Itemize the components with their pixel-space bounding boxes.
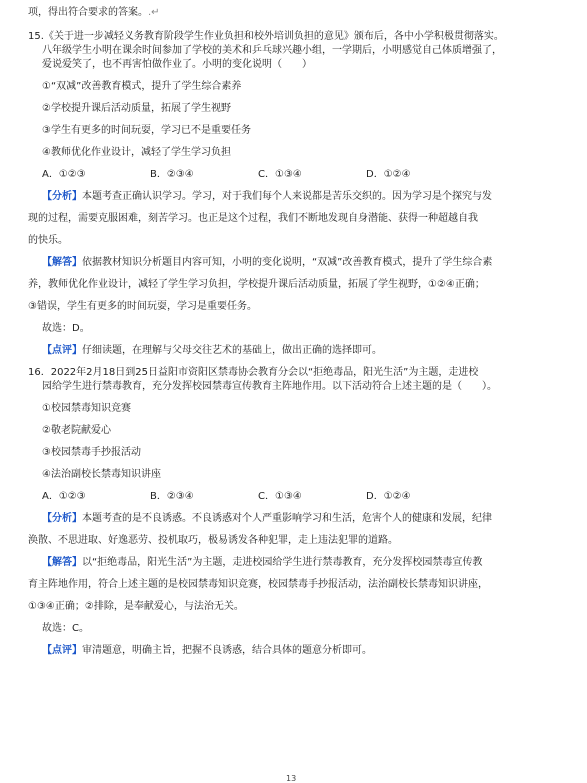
- q15-answer-line-3: ③错误，学生有更多的时间玩耍，学习是重要任务。: [28, 301, 257, 312]
- q15-stem-line-1: 15.《关于进一步减轻义务教育阶段学生作业负担和校外培训负担的意见》颁布后，各中小学积极贯彻落实。: [28, 31, 504, 42]
- q15-stem-line-2: 八年级学生小明在课余时间参加了学校的美术和乒乓球兴趣小组，一学期后，小明感觉自己体质增强了，: [42, 45, 502, 56]
- q15-answer-line-2: 养，教师优化作业设计，减轻了学生学习负担，学校提升课后活动质量，拓展了学生视野，①②④正确；: [28, 279, 485, 290]
- q16-item-4: ④法治副校长禁毒知识讲座: [42, 469, 161, 480]
- q16-answer-tag: 【解答】: [42, 557, 82, 568]
- page-number: 13: [286, 774, 297, 783]
- q15-analysis-line-1: 【分析】本题考查正确认识学习。学习，对于我们每个人来说都是苦乐交织的。因为学习是个探究与发: [42, 191, 492, 202]
- question-15: [28, 30, 559, 358]
- q16-comment-tag: 【点评】: [42, 645, 82, 656]
- q16-option-c: C．①③④: [258, 491, 302, 502]
- q15-analysis-line-3: 的快乐。: [28, 235, 68, 246]
- q16-analysis-line-1: 【分析】本题考查的是不良诱惑。不良诱惑对个人严重影响学习和生活，危害个人的健康和发展，纪律: [42, 513, 492, 524]
- q16-option-d: D．①②④: [366, 491, 411, 502]
- q15-option-d: D．①②④: [366, 169, 411, 180]
- q15-analysis-tag: 【分析】: [42, 191, 82, 202]
- q16-analysis-tag: 【分析】: [42, 513, 82, 524]
- q16-item-1: ①校园禁毒知识竞赛: [42, 403, 131, 414]
- q16-item-2: ②敬老院献爱心: [42, 425, 111, 436]
- q15-option-a: A．①②③: [42, 169, 86, 180]
- q16-choice: 故选：C。: [42, 623, 89, 634]
- q15-item-3: ③学生有更多的时间玩耍，学习已不是重要任务: [42, 125, 251, 136]
- q15-comment: 【点评】仔细读题，在理解与父母交往艺术的基础上，做出正确的选择即可。: [42, 345, 382, 356]
- q15-item-1: ①“双减”改善教育模式，提升了学生综合素养: [42, 81, 242, 92]
- q16-option-a: A．①②③: [42, 491, 86, 502]
- q16-answer-line-2: 育主阵地作用，符合上述主题的是校园禁毒知识竞赛，校园禁毒手抄报活动，法治副校长禁毒知识讲座，: [28, 579, 488, 590]
- q16-stem-line-1: 16．2022年2月18日到25日益阳市资阳区禁毒协会教育分会以“拒绝毒品，阳光生活”为主题，走进校: [28, 367, 479, 378]
- q16-options: [28, 490, 559, 504]
- q15-stem-line-3: 爱说爱笑了，也不再害怕做作业了。小明的变化说明（ ）: [42, 59, 312, 70]
- q15-answer-line-1: 【解答】依据教材知识分析题目内容可知，小明的变化说明，“双减”改善教育模式，提升了学生综合素: [42, 257, 493, 268]
- q15-answer-tag: 【解答】: [42, 257, 82, 268]
- q15-analysis-line-2: 现的过程，需要克服困难，刻苦学习。也正是这个过程，我们不断地发现自身潜能、获得一种超越自我: [28, 213, 478, 224]
- q15-option-b: B．②③④: [150, 169, 194, 180]
- q16-option-b: B．②③④: [150, 491, 194, 502]
- question-16: [28, 366, 559, 658]
- q15-options: [28, 168, 559, 182]
- q16-stem-line-2: 园给学生进行禁毒教育，充分发挥校园禁毒宣传教育主阵地作用。以下活动符合上述主题的是（ ）。: [42, 381, 497, 392]
- q16-analysis-line-2: 涣散、不思进取、好逸恶劳、投机取巧，极易诱发各种犯罪，走上违法犯罪的道路。: [28, 535, 398, 546]
- q15-item-4: ④教师优化作业设计，减轻了学生学习负担: [42, 147, 231, 158]
- q15-option-c: C．①③④: [258, 169, 302, 180]
- q16-item-3: ③校园禁毒手抄报活动: [42, 447, 141, 458]
- q16-comment: 【点评】审清题意，明确主旨，把握不良诱惑，结合具体的题意分析即可。: [42, 645, 372, 656]
- prev-answer-tail: 项，得出符合要求的答案。.↵: [28, 7, 160, 18]
- q15-choice: 故选：D。: [42, 323, 90, 334]
- q16-answer-line-3: ①③④正确；②排除，是奉献爱心，与法治无关。: [28, 601, 244, 612]
- q15-comment-tag: 【点评】: [42, 345, 82, 356]
- q15-item-2: ②学校提升课后活动质量，拓展了学生视野: [42, 103, 231, 114]
- q16-answer-line-1: 【解答】以“拒绝毒品，阳光生活”为主题，走进校园给学生进行禁毒教育，充分发挥校园禁毒宣传教: [42, 557, 483, 568]
